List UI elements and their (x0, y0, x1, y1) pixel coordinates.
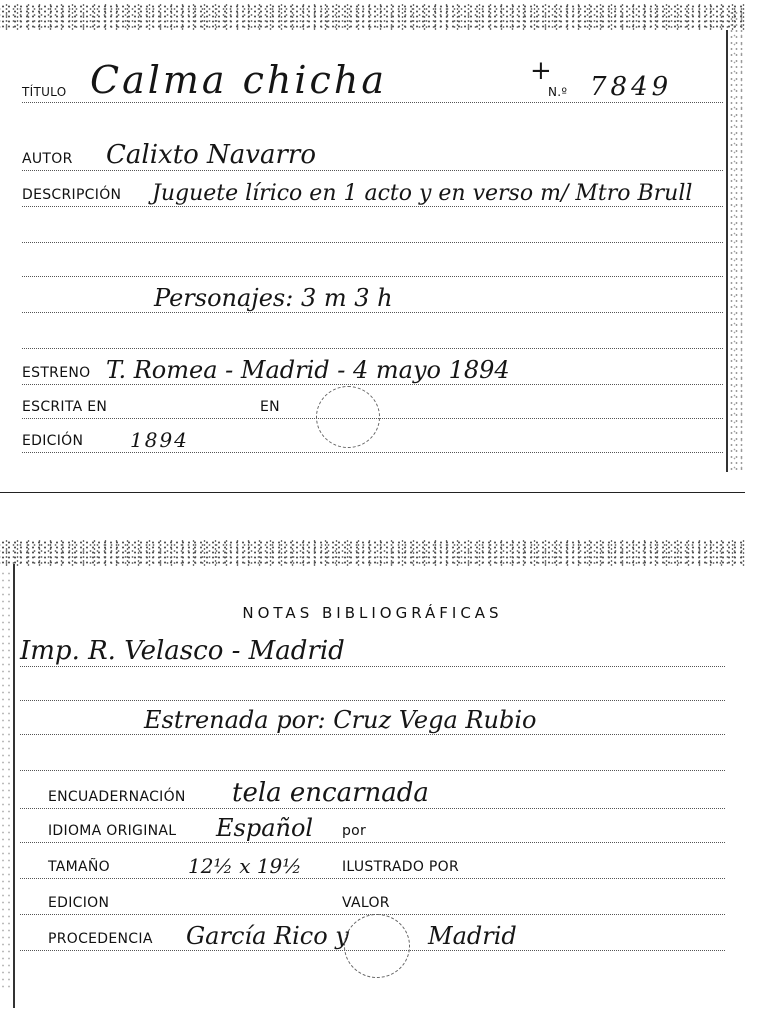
tamano-label: TAMAÑO (48, 859, 110, 875)
procedencia-city: Madrid (428, 922, 517, 950)
estreno-value: T. Romea - Madrid - 4 mayo 1894 (106, 356, 510, 384)
cross-mark: + (530, 56, 552, 86)
idioma-value: Español (216, 814, 314, 842)
escrita-en-label: ESCRITA EN (22, 399, 108, 415)
catalog-card-notes (0, 540, 745, 1028)
procedencia-value: García Rico y (186, 922, 349, 950)
row-tamano (20, 844, 725, 879)
titulo-value: Calma chicha (90, 58, 387, 102)
numero-value: 7849 (590, 72, 673, 102)
encuadernacion-value: tela encarnada (232, 778, 429, 808)
row-note-2 (20, 700, 725, 735)
note-line-2: Estrenada por: Cruz Vega Rubio (144, 706, 537, 734)
tamano-value: 12½ x 19½ (188, 854, 302, 878)
row-personajes (22, 278, 723, 313)
descripcion-value: Juguete lírico en 1 acto y en verso m/ Mtro Brull (152, 181, 693, 206)
valor-label: VALOR (342, 895, 390, 911)
idioma-label: IDIOMA ORIGINAL (48, 823, 177, 839)
faded-stamp-2 (344, 914, 410, 978)
edicion-value: 1894 (130, 428, 189, 452)
row-blank-1 (22, 208, 723, 243)
autor-value: Calixto Navarro (106, 140, 317, 170)
card-left-border (13, 564, 15, 1008)
ilustrado-por-label: ILUSTRADO POR (342, 859, 459, 875)
note-line-1: Imp. R. Velasco - Madrid (20, 636, 345, 666)
catalog-card-main (0, 0, 745, 493)
estreno-label: ESTRENO (22, 365, 91, 381)
row-titulo (22, 56, 723, 103)
row-blank-2 (22, 242, 723, 277)
card-left-edge-texture (0, 570, 14, 988)
autor-label: AUTOR (22, 151, 73, 167)
en-label: EN (260, 399, 280, 415)
row-blank-3 (22, 314, 723, 349)
edicion-label-2: EDICION (48, 895, 110, 911)
encuadernacion-label: ENCUADERNACIÓN (48, 789, 186, 805)
card-bottom-edge-texture (0, 540, 745, 566)
row-autor (22, 136, 723, 171)
edicion-label: EDICIÓN (22, 433, 84, 449)
notas-bibliograficas-heading: NOTAS BIBLIOGRÁFICAS (242, 604, 503, 622)
por-label: por (342, 823, 367, 839)
titulo-label: TÍTULO (22, 85, 67, 99)
descripcion-label: DESCRIPCIÓN (22, 187, 122, 203)
row-note-blank (20, 666, 725, 701)
numero-label: N.º (548, 85, 568, 99)
faded-stamp (316, 386, 380, 448)
procedencia-label: PROCEDENCIA (48, 931, 153, 947)
row-encuadernacion (20, 774, 725, 809)
card-right-edge-texture (729, 10, 745, 472)
personajes-value: Personajes: 3 m 3 h (154, 284, 393, 312)
card-right-border (726, 30, 728, 472)
row-note-1 (20, 632, 725, 667)
row-idioma (20, 808, 725, 843)
card-top-edge-texture (0, 4, 745, 30)
row-note-blank-2 (20, 736, 725, 771)
row-estreno (22, 350, 723, 385)
row-descripcion (22, 172, 723, 207)
row-edicion-valor (20, 880, 725, 915)
